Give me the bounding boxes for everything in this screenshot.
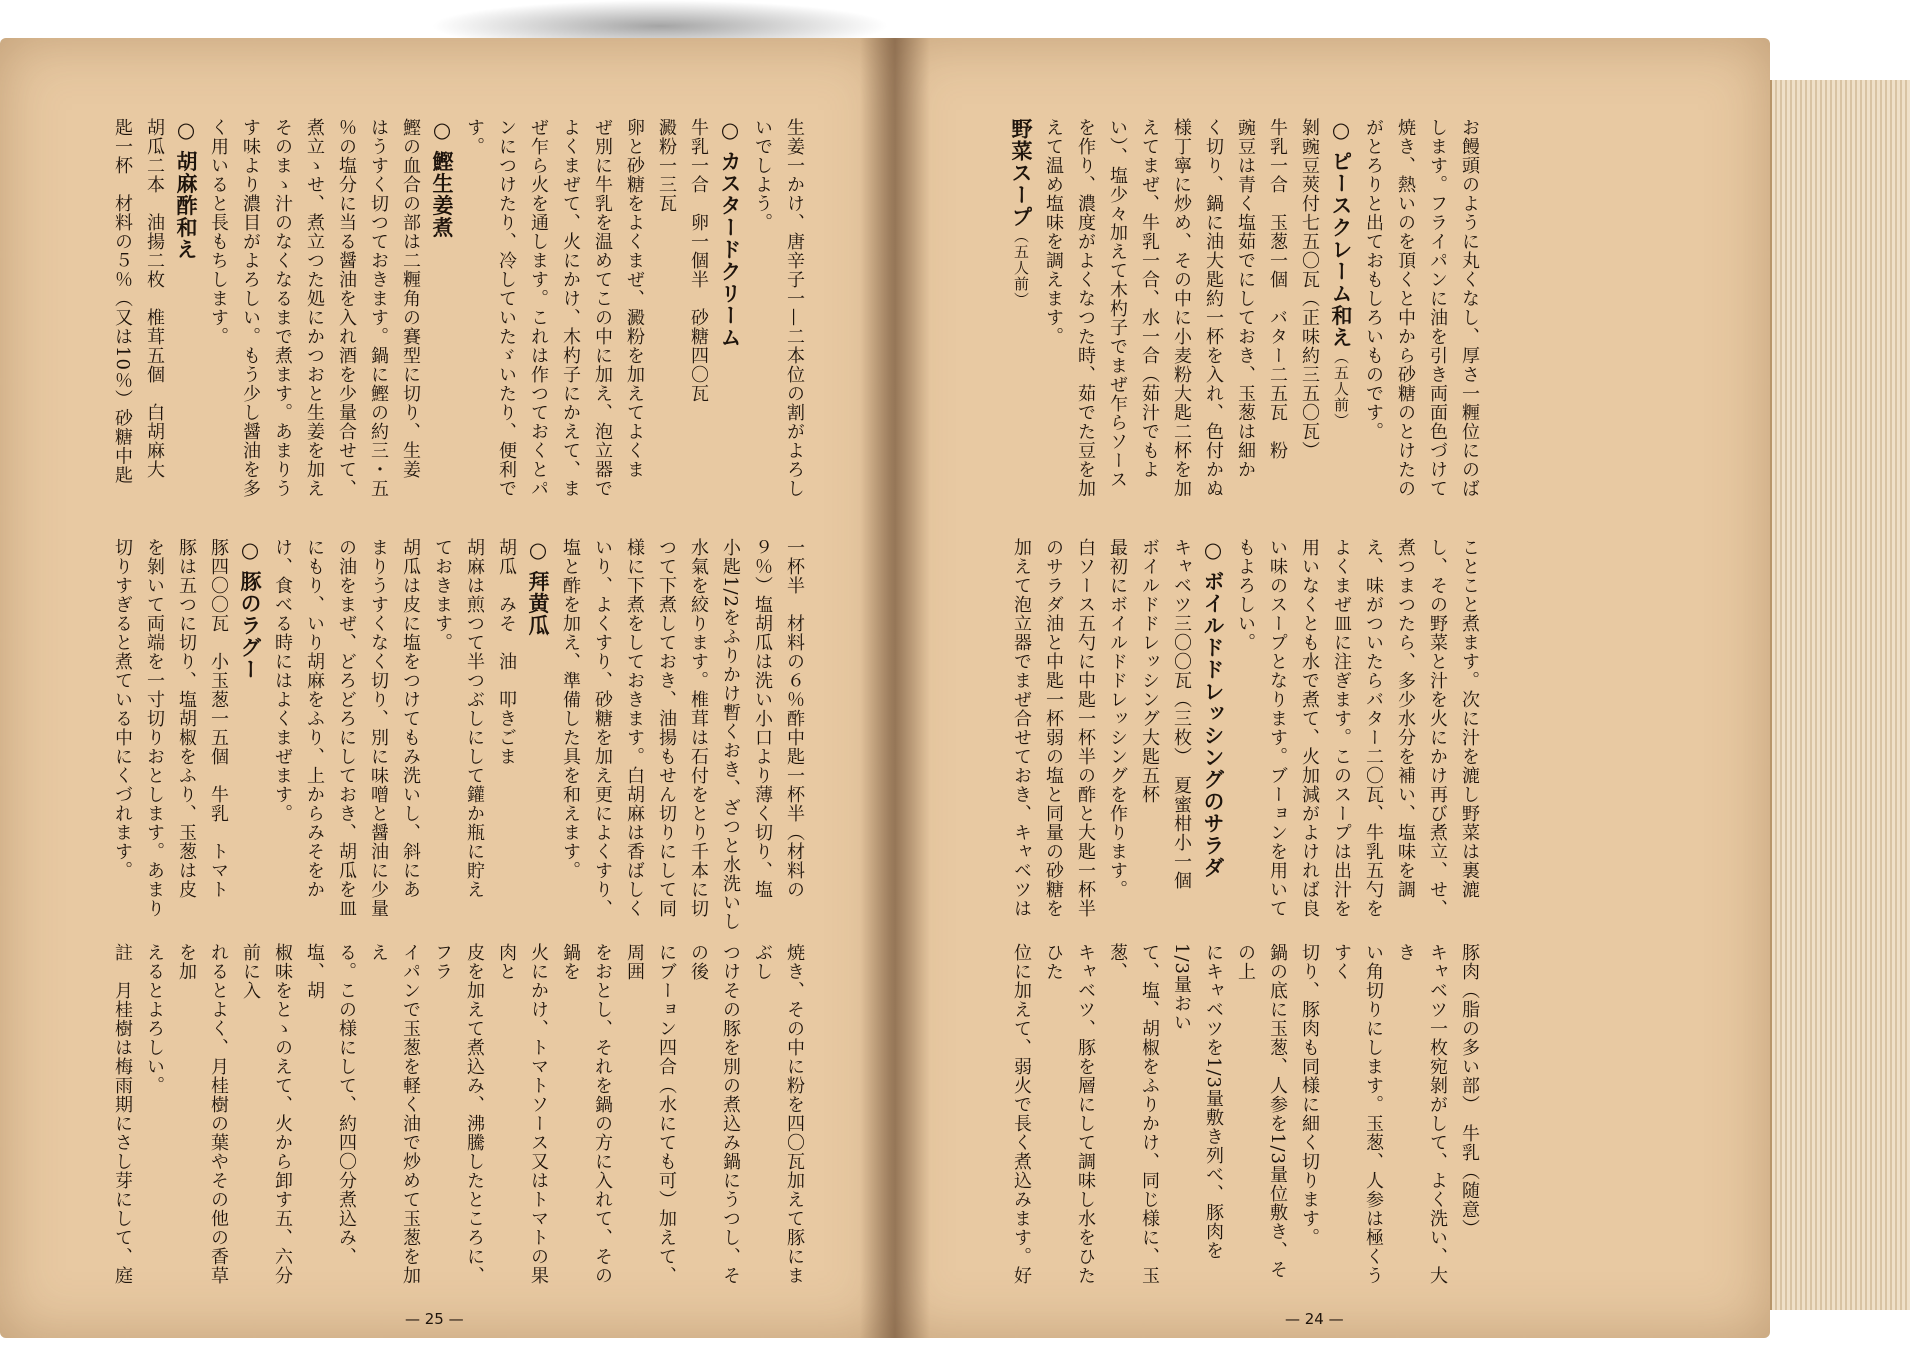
text-line: 註 月桂樹は梅雨期にさし芽にして、庭 — [112, 943, 133, 1285]
text-line: 皮を加えて煮込み、沸騰したところに、フラ — [432, 943, 485, 1285]
text-line: 白ソース五勺に中匙一杯半の酢と大匙一杯半 — [1075, 538, 1096, 918]
text-line: 剝豌豆莢付七五〇瓦（正味約三五〇瓦） — [1299, 118, 1320, 460]
text-line: えてまぜ、牛乳一合、水一合（茹汁でもよ — [1139, 118, 1160, 479]
book-gutter — [860, 38, 930, 1338]
text-line: のサラダ油と中匙一杯弱の塩と同量の砂糖を — [1043, 538, 1064, 918]
text-line: 切りすぎると煮ている中にくづれます。 — [112, 538, 133, 880]
text-line: 様丁寧に炒め、その中に小麦粉大匙二杯を加 — [1171, 118, 1192, 498]
text-line: 胡麻は煎つて半つぶしにして鑵か瓶に貯え — [464, 538, 485, 899]
text-line: く用いると長もちします。 — [208, 118, 229, 346]
text-line: ９％）塩胡瓜は洗い小口より薄く切り、塩 — [752, 538, 773, 899]
text-line: いり、よくすり、砂糖を加え更によくすり、 — [592, 538, 613, 918]
text-line: す味より濃目がよろしい。もう少し醤油を多 — [240, 118, 261, 498]
text-line: 鰹の血合の部は二糎角の賽型に切り、生姜 — [400, 118, 421, 479]
text-line: 生姜一かけ、唐辛子一—二本位の割がよろし — [784, 118, 805, 498]
text-line: い味のスープとなります。ブーョンを用いて — [1267, 538, 1288, 918]
recipe-heading-vegetable-soup: 野菜スープ（五人前） — [1009, 118, 1033, 308]
text-line: 加えて泡立器でまぜ合せておき、キャベツは — [1011, 538, 1032, 918]
text-line: て、塩、胡椒をふりかけ、同じ様に、玉葱、 — [1107, 943, 1160, 1285]
page-edges-stack — [1770, 80, 1910, 1310]
text-line: 用いなくとも水で煮て、火加減がよければ良 — [1299, 538, 1320, 918]
text-line: 澱粉一三瓦 — [656, 118, 677, 213]
text-line: 煮立ゝせ、煮立つた処にかつおと生姜を加え — [304, 118, 325, 498]
text-line: つけその豚を別の煮込み鍋にうつし、その後 — [688, 943, 741, 1285]
text-line: キャベツ三〇〇瓦（三枚） 夏蜜柑小一個 — [1171, 538, 1192, 890]
text-line: つて下煮しておき、油揚もせん切りにして同 — [656, 538, 677, 918]
text-line: ボイルドドレッシング大匙五杯 — [1139, 538, 1160, 804]
text-line: ておきます。 — [432, 538, 453, 652]
page-25-bottom-section — [110, 943, 810, 1288]
text-line: キャベツ一枚宛剝がして、よく洗い、大き — [1395, 943, 1448, 1285]
text-line: 豚四〇〇瓦 小玉葱一五個 牛乳 トマト — [208, 538, 229, 899]
text-line: ぜ乍ら火を通します。これは作つておくとパ — [528, 118, 549, 498]
text-line: 切り、豚肉も同様に細く切ります。 — [1299, 943, 1320, 1247]
text-line: にキャベツを1/3量敷き列べ、豚肉を1/3量おい — [1171, 943, 1224, 1260]
text-line: 水氣を絞ります。椎茸は石付をとり千本に切 — [688, 538, 709, 918]
recipe-heading-boiled-dressing-salad: ○ ボイルドドレッシングのサラダ — [1201, 538, 1225, 879]
text-line: 牛乳一合 卵一個半 砂糖四〇瓦 — [688, 118, 709, 403]
text-line: そのまゝ汁のなくなるまで煮ます。あまりう — [272, 118, 293, 498]
text-line: を剝いて両端を一寸切りおとします。あまり — [144, 538, 165, 918]
text-line: ぜ別に牛乳を温めてこの中に加え、泡立器で — [592, 118, 613, 498]
text-line: をおとし、それを鍋の方に入れて、その鍋を — [560, 943, 613, 1285]
text-line: 火にかけ、トマトソース又はトマトの果肉と — [496, 943, 549, 1285]
text-line: まりうすくなく切り、別に味噌と醤油に少量 — [368, 538, 389, 918]
recipe-heading-haikou: ○ 拜黄瓜 — [526, 538, 550, 637]
recipe-heading-sesame-vinegar: ○ 胡麻酢和え — [174, 118, 198, 261]
page-25-middle-section — [110, 538, 810, 938]
recipe-heading-bonito-ginger: ○ 鰹生姜煮 — [430, 118, 454, 239]
text-line: す。 — [464, 118, 485, 156]
recipe-heading-pork-ragout: ○ 豚のラグー — [238, 538, 262, 681]
text-line: もよろしい。 — [1235, 538, 1256, 652]
text-line: 豚は五つに切り、塩胡椒をふり、玉葱は皮 — [176, 538, 197, 899]
text-line: します。フライパンに油を引き両面色づけて — [1427, 118, 1448, 498]
text-line: れるとよく、月桂樹の葉やその他の香草を加 — [176, 943, 229, 1285]
text-line: 椒味をとゝのえて、火から卸す五、六分前に入 — [240, 943, 293, 1285]
text-line: け、食べる時にはよくまぜます。 — [272, 538, 293, 823]
text-line: ンにつけたり、冷していたゞいたり、便利で — [496, 118, 517, 498]
page-number-24: — 24 — — [1285, 1310, 1344, 1328]
text-line: 鍋の底に玉葱、人参を1/3量位敷き、その上 — [1235, 943, 1288, 1279]
text-line: にもり、いり胡麻をふり、上からみそをか — [304, 538, 325, 899]
text-line: 焼き、その中に粉を四〇瓦加えて豚にまぶし — [752, 943, 805, 1285]
page-number-25: — 25 — — [405, 1310, 464, 1328]
text-line: よくまぜて、火にかけ、木杓子にかえて、ま — [560, 118, 581, 498]
text-line: く切り、鍋に油大匙約一杯を入れ、色付かぬ — [1203, 118, 1224, 498]
text-line: 胡瓜 みそ 油 叩きごま — [496, 538, 517, 766]
page-24-middle-section — [1005, 538, 1485, 938]
text-line: いでしよう。 — [752, 118, 773, 232]
text-line: い）、塩少々加えて木杓子でまぜ乍らソース — [1107, 118, 1128, 489]
recipe-heading-custard-cream: ○ カスタードクリーム — [718, 118, 742, 349]
recipe-heading-pea: ○ ピースクレーム和え（五人前） — [1329, 118, 1353, 429]
text-line: 豌豆は青く塩茹でにしておき、玉葱は細か — [1235, 118, 1256, 479]
text-line: よくまぜ皿に注ぎます。このスープは出汁を — [1331, 538, 1352, 918]
text-line: 匙一杯 材料の５％（又は10％）砂糖中匙 — [112, 118, 133, 485]
text-line: い角切りにします。玉葱、人参は極くうすく — [1331, 943, 1384, 1285]
text-line: キャベツ、豚を層にして調味し水をひたひた — [1043, 943, 1096, 1285]
text-line: し、その野菜と汁を火にかけ再び煮立、せ、 — [1427, 538, 1448, 918]
text-line: 胡瓜は皮に塩をつけてもみ洗いし、斜にあ — [400, 538, 421, 899]
page-25-top-section — [110, 118, 810, 538]
text-line: にブーョン四合（水にても可）加えて、周囲 — [624, 943, 677, 1285]
open-book — [0, 38, 1790, 1338]
text-line: を作り、濃度がよくなつた時、茹でた豆を加 — [1075, 118, 1096, 498]
text-line: イパンで玉葱を軽く油で炒めて玉葱を加え — [368, 943, 421, 1285]
text-line: はうすく切つておきます。鍋に鰹の約三・五 — [368, 118, 389, 498]
text-line: 牛乳一合 玉葱一個 バター二五瓦 粉 — [1267, 118, 1288, 460]
text-line: 小匙1/2をふりかけ暫くおき、ざつと水洗いし — [720, 538, 741, 931]
text-line: がとろりと出ておもしろいものです。 — [1363, 118, 1384, 441]
text-line: ことこと煮ます。次に汁を漉し野菜は裏漉 — [1459, 538, 1480, 899]
text-line: 煮つまつたら、多少水分を補い、塩味を調 — [1395, 538, 1416, 899]
text-line: る。この様にして、約四〇分煮込み、塩、胡 — [304, 943, 357, 1266]
text-line: えて温め塩味を調えます。 — [1043, 118, 1064, 346]
text-line: 最初にボイルドドレッシングを作ります。 — [1107, 538, 1128, 899]
text-line: 卵と砂糖をよくまぜ、澱粉を加えてよくま — [624, 118, 645, 479]
text-line: え、味がついたらバター二〇瓦、牛乳五勺を — [1363, 538, 1384, 918]
text-line: 豚肉（脂の多い部） 牛乳（随意） — [1459, 943, 1480, 1238]
text-line: 一杯半 材料の６％酢中匙一杯半（材料の — [784, 538, 805, 899]
text-line: 位に加えて、弱火で長く煮込みます。好 — [1011, 943, 1032, 1285]
text-line: ％の塩分に当る醤油を入れ酒を少量合せて、 — [336, 118, 357, 498]
text-line: 胡瓜二本 油揚二枚 椎茸五個 白胡麻大 — [144, 118, 165, 479]
text-line: 塩と酢を加え、準備した具を和えます。 — [560, 538, 581, 880]
page-24-bottom-section — [1005, 943, 1485, 1288]
text-line: 様に下煮をしておきます。白胡麻は香ばしく — [624, 538, 645, 918]
page-24-top-section — [1005, 118, 1485, 538]
text-line: えるとよろしい。 — [144, 943, 165, 1095]
text-line: 焼き、熱いのを頂くと中から砂糖のとけたの — [1395, 118, 1416, 498]
text-line: お饅頭のように丸くなし、厚さ一糎位にのば — [1459, 118, 1480, 498]
text-line: の油をまぜ、どろどろにしておき、胡瓜を皿 — [336, 538, 357, 918]
